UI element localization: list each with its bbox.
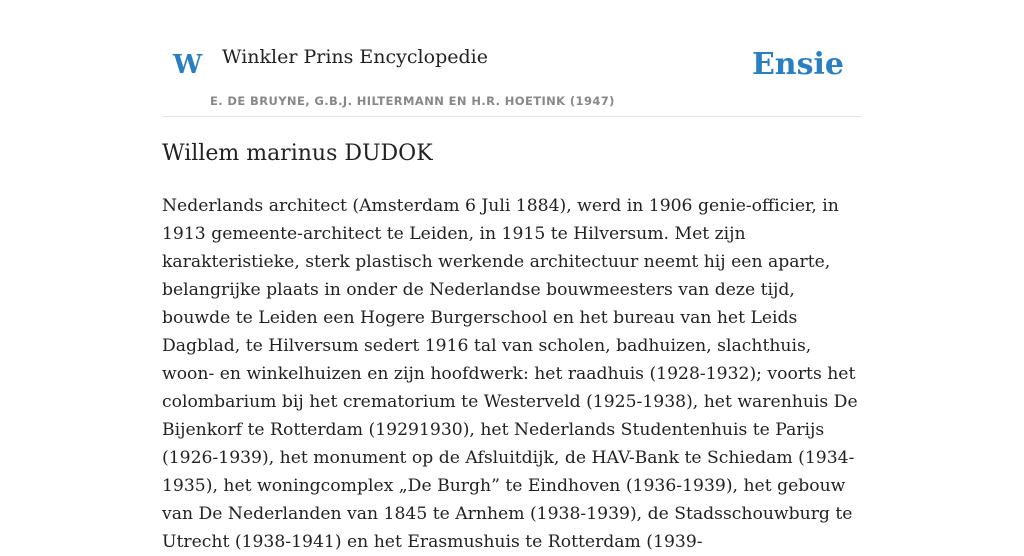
publication-logo-icon[interactable]: W	[173, 50, 203, 80]
entry-title: Willem marinus DUDOK	[162, 141, 433, 166]
publication-title[interactable]: Winkler Prins Encyclopedie	[222, 46, 488, 68]
site-header	[162, 0, 862, 117]
ensie-brand-link[interactable]: Ensie	[751, 47, 844, 82]
publication-authors: E. DE BRUYNE, G.B.J. HILTERMANN EN H.R. HOETINK (1947)	[210, 94, 615, 108]
entry-body: Nederlands architect (Amsterdam 6 Juli 1884), werd in 1906 genie-officier, in 1913 gemeente-architect te Leiden, in 1915 te Hilversum. Met zijn karakteristieke, sterk plastisch werkende architectuur neemt hij een aparte, belangrijke plaats in onder de Nederlandse bouwmeesters van deze tijd, bouwde te Leiden een Hogere Burgerschool en het bureau van het Leids Dagblad, te Hilversum sedert 1916 tal van scholen, badhuizen, slachthuis, woon- en winkelhuizen en zijn hoofdwerk: het raadhuis (1928-1932); voorts het colombarium bij het crematorium te Westerveld (1925-1938), het warenhuis De Bijenkorf te Rotterdam (19291930), het Nederlands Studentenhuis te Parijs (1926-1939), het monument op de Afsluitdijk, de HAV-Bank te Schiedam (1934-1935), het woningcomplex „De Burgh” te Eindhoven (1936-1939), het gebouw van De Nederlanden van 1845 te Arnhem (1938-1939), de Stadsschouwburg te Utrecht (1938-1941) en het Erasmushuis te Rotterdam (1939-	[162, 196, 858, 552]
page	[162, 0, 862, 552]
